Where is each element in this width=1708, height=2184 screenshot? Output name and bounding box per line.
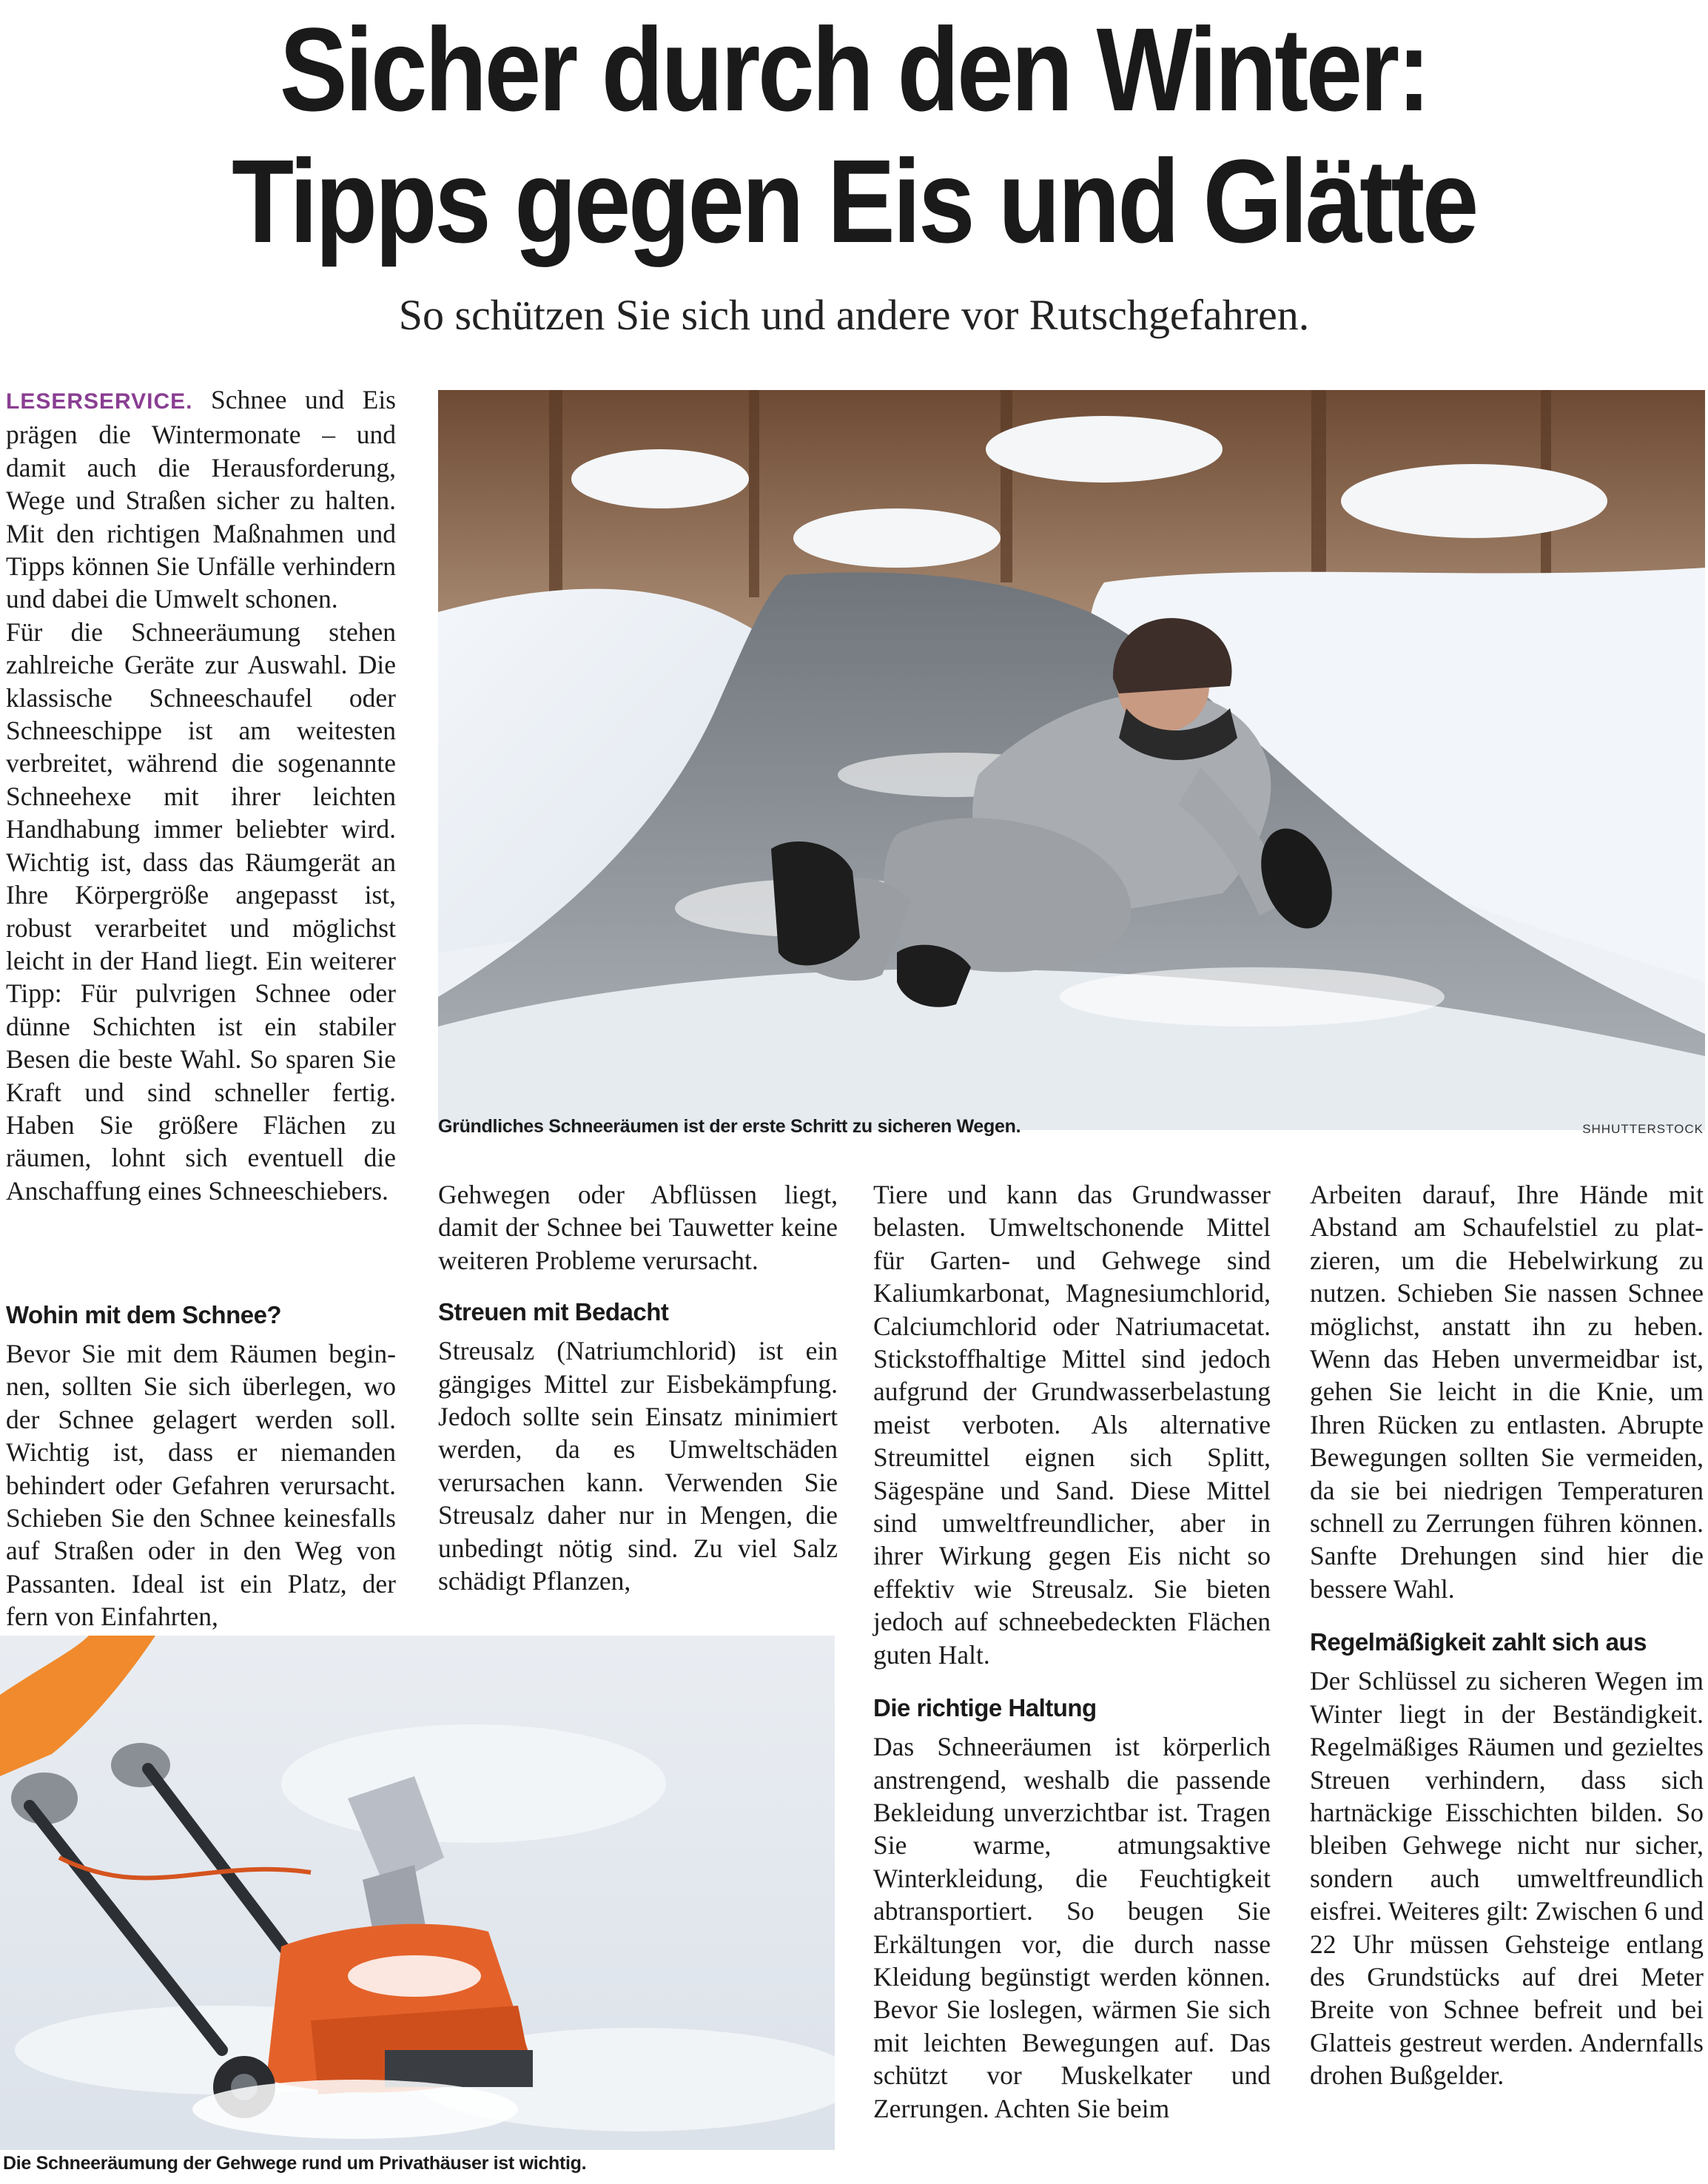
column-2: [438, 1178, 838, 1597]
main-photo-credit: SHHUTTERSTOCK: [1582, 1122, 1704, 1136]
paragraph-streuen: Streusalz (Natriumchlorid) ist ein gängiges Mittel zur Eisbekämpfung. Jedoch sollte sein Einsatz minimiert werden, da es Umweltschäden verursachen kann. Verwenden Sie Streusalz daher nur in Mengen, die unbedingt nötig sind. Zu viel Salz schädigt Pflanzen,: [438, 1336, 838, 1596]
heading-wohin: Wohin mit dem Schnee?: [6, 1301, 282, 1328]
second-photo: [0, 1636, 835, 2150]
paragraph-haltung: Das Schneeräumen ist körperlich anstrengend, weshalb die passende Bekleidung unverzichtbar ist. Tragen Sie warme, atmungsaktive Winterkleidung, die Feuchtigkeit abtransportiert. So beugen Sie Erkältungen vor, die durch nasse Kleidung begünstigt werden können. Bevor Sie loslegen, wärmen Sie sich mit leichten Bewegungen auf. Das schützt vor Muskelkater und Zerrungen. Achten Sie beim: [873, 1732, 1271, 2123]
column-1: [6, 383, 396, 1207]
paragraph-streuen-continued: Tiere und kann das Grundwasser belasten. Umweltschonende Mittel für Garten- und Gehwege sind Kaliumkarbonat, Magnesiumchlorid, Calciumchlorid oder Natriumacetat. Stickstoffhaltige Mittel sind jedoch aufgrund der Grundwasserbelastung meist verboten. Als alternative Streumittel eignen sich Splitt, Sägespäne und Sand. Diese Mittel sind umweltfreundlicher, aber in ihrer Wirkung gegen Eis nicht so effektiv wie Streusalz. Sie bieten jedoch auf schneebedeckten Flächen guten Halt.: [873, 1180, 1271, 1670]
paragraph-haltung-continued: Arbeiten darauf, Ihre Hände mit Abstand am Schaufelstiel zu platzieren, um die Hebelwirkung zu nutzen. Schieben Sie nassen Schnee möglichst, anstatt ihn zu heben. Wenn das Heben unvermeidbar ist, gehen Sie leicht in die Knie, um Ihren Rücken zu entlasten. Abrupte Bewegungen sollten Sie vermeiden, da sie bei niedrigen Temperaturen schnell zu Zerrungen führen können. Sanfte Drehungen sind hier die bessere Wahl.: [1310, 1180, 1704, 1604]
intro-paragraph: [6, 383, 396, 616]
headline-line-2: Tipps gegen Eis und Glätte: [232, 135, 1476, 267]
heading-streuen: Streuen mit Bedacht: [438, 1298, 669, 1326]
column-1-lower: [6, 1299, 396, 1633]
main-photo-illustration: [438, 390, 1705, 1130]
subtitle: So schützen Sie sich und andere vor Rutschgefahren.: [398, 291, 1310, 339]
column-4: [1310, 1178, 1704, 2092]
main-photo: [438, 390, 1705, 1130]
paragraph-regel: Der Schlüssel zu sicheren Wegen im Winter liegt in der Beständigkeit. Regelmäßiges Räumen und gezieltes Streuen verhindern, dass sich hartnäckige Eisschichten bilden. So bleiben Gehwege nicht nur sicher, sondern auch umweltfreundlich eisfrei. Weiteres gilt: Zwischen 6 und 22 Uhr müssen Gehsteige entlang des Grundstücks auf drei Meter Breite von Schnee befreit und bei Glatteis gestreut werden. Andernfalls drohen Bußgelder.: [1310, 1666, 1704, 2091]
main-photo-caption: Gründliches Schneeräumen ist der erste Schritt zu sicheren Wegen.: [438, 1116, 1021, 1137]
headline-line-1: Sicher durch den Winter:: [279, 3, 1429, 135]
intro-text: Schnee und Eis prägen die Wintermonate – und damit auch die Herausforderung, Wege und Straßen sicher zu halten. Mit den richtigen Maßnahmen und Tipps können Sie Unfälle verhindern und dabei die Umwelt schonen.: [6, 385, 396, 614]
kicker: LESERSERVICE.: [6, 389, 193, 414]
column-3: [873, 1178, 1271, 2125]
heading-regel: Regelmäßigkeit zahlt sich aus: [1310, 1628, 1647, 1656]
heading-haltung: Die richtige Haltung: [873, 1694, 1097, 1722]
second-photo-caption: Die Schneeräumung der Gehwege rund um Privathäuser ist wichtig.: [3, 2153, 587, 2174]
second-photo-illustration: [0, 1636, 835, 2150]
paragraph-wohin: Bevor Sie mit dem Räumen beginnen, sollten Sie sich überlegen, wo der Schnee gelagert werden soll. Wichtig ist, dass er niemanden behindert oder Gefahren verursacht. Schieben Sie den Schnee keinesfalls auf Straßen oder in den Weg von Passanten. Ideal ist ein Platz, der fern von Einfahrten,: [6, 1339, 396, 1632]
paragraph-wohin-continued: Gehwegen oder Abflüssen liegt, damit der Schnee bei Tauwetter keine weiteren Probleme verursacht.: [438, 1180, 838, 1275]
paragraph-geraete: Für die Schneeräumung stehen zahlreiche Geräte zur Auswahl. Die klassische Schneeschaufel oder Schneeschippe ist am weitesten verbreitet, während die sogenannte Schneehexe mit ihrer leichten Handhabung immer beliebter wird. Wichtig ist, dass das Räumgerät an Ihre Körpergröße angepasst ist, robust verarbeitet und möglichst leicht in der Hand liegt. Ein weiterer Tipp: Für pulvrigen Schnee oder dünne Schichten ist ein stabiler Besen die beste Wahl. So sparen Sie Kraft und sind schneller fertig. Haben Sie größere Flächen zu räumen, lohnt sich eventuell die Anschaffung eines Schneeschiebers.: [6, 616, 396, 1206]
